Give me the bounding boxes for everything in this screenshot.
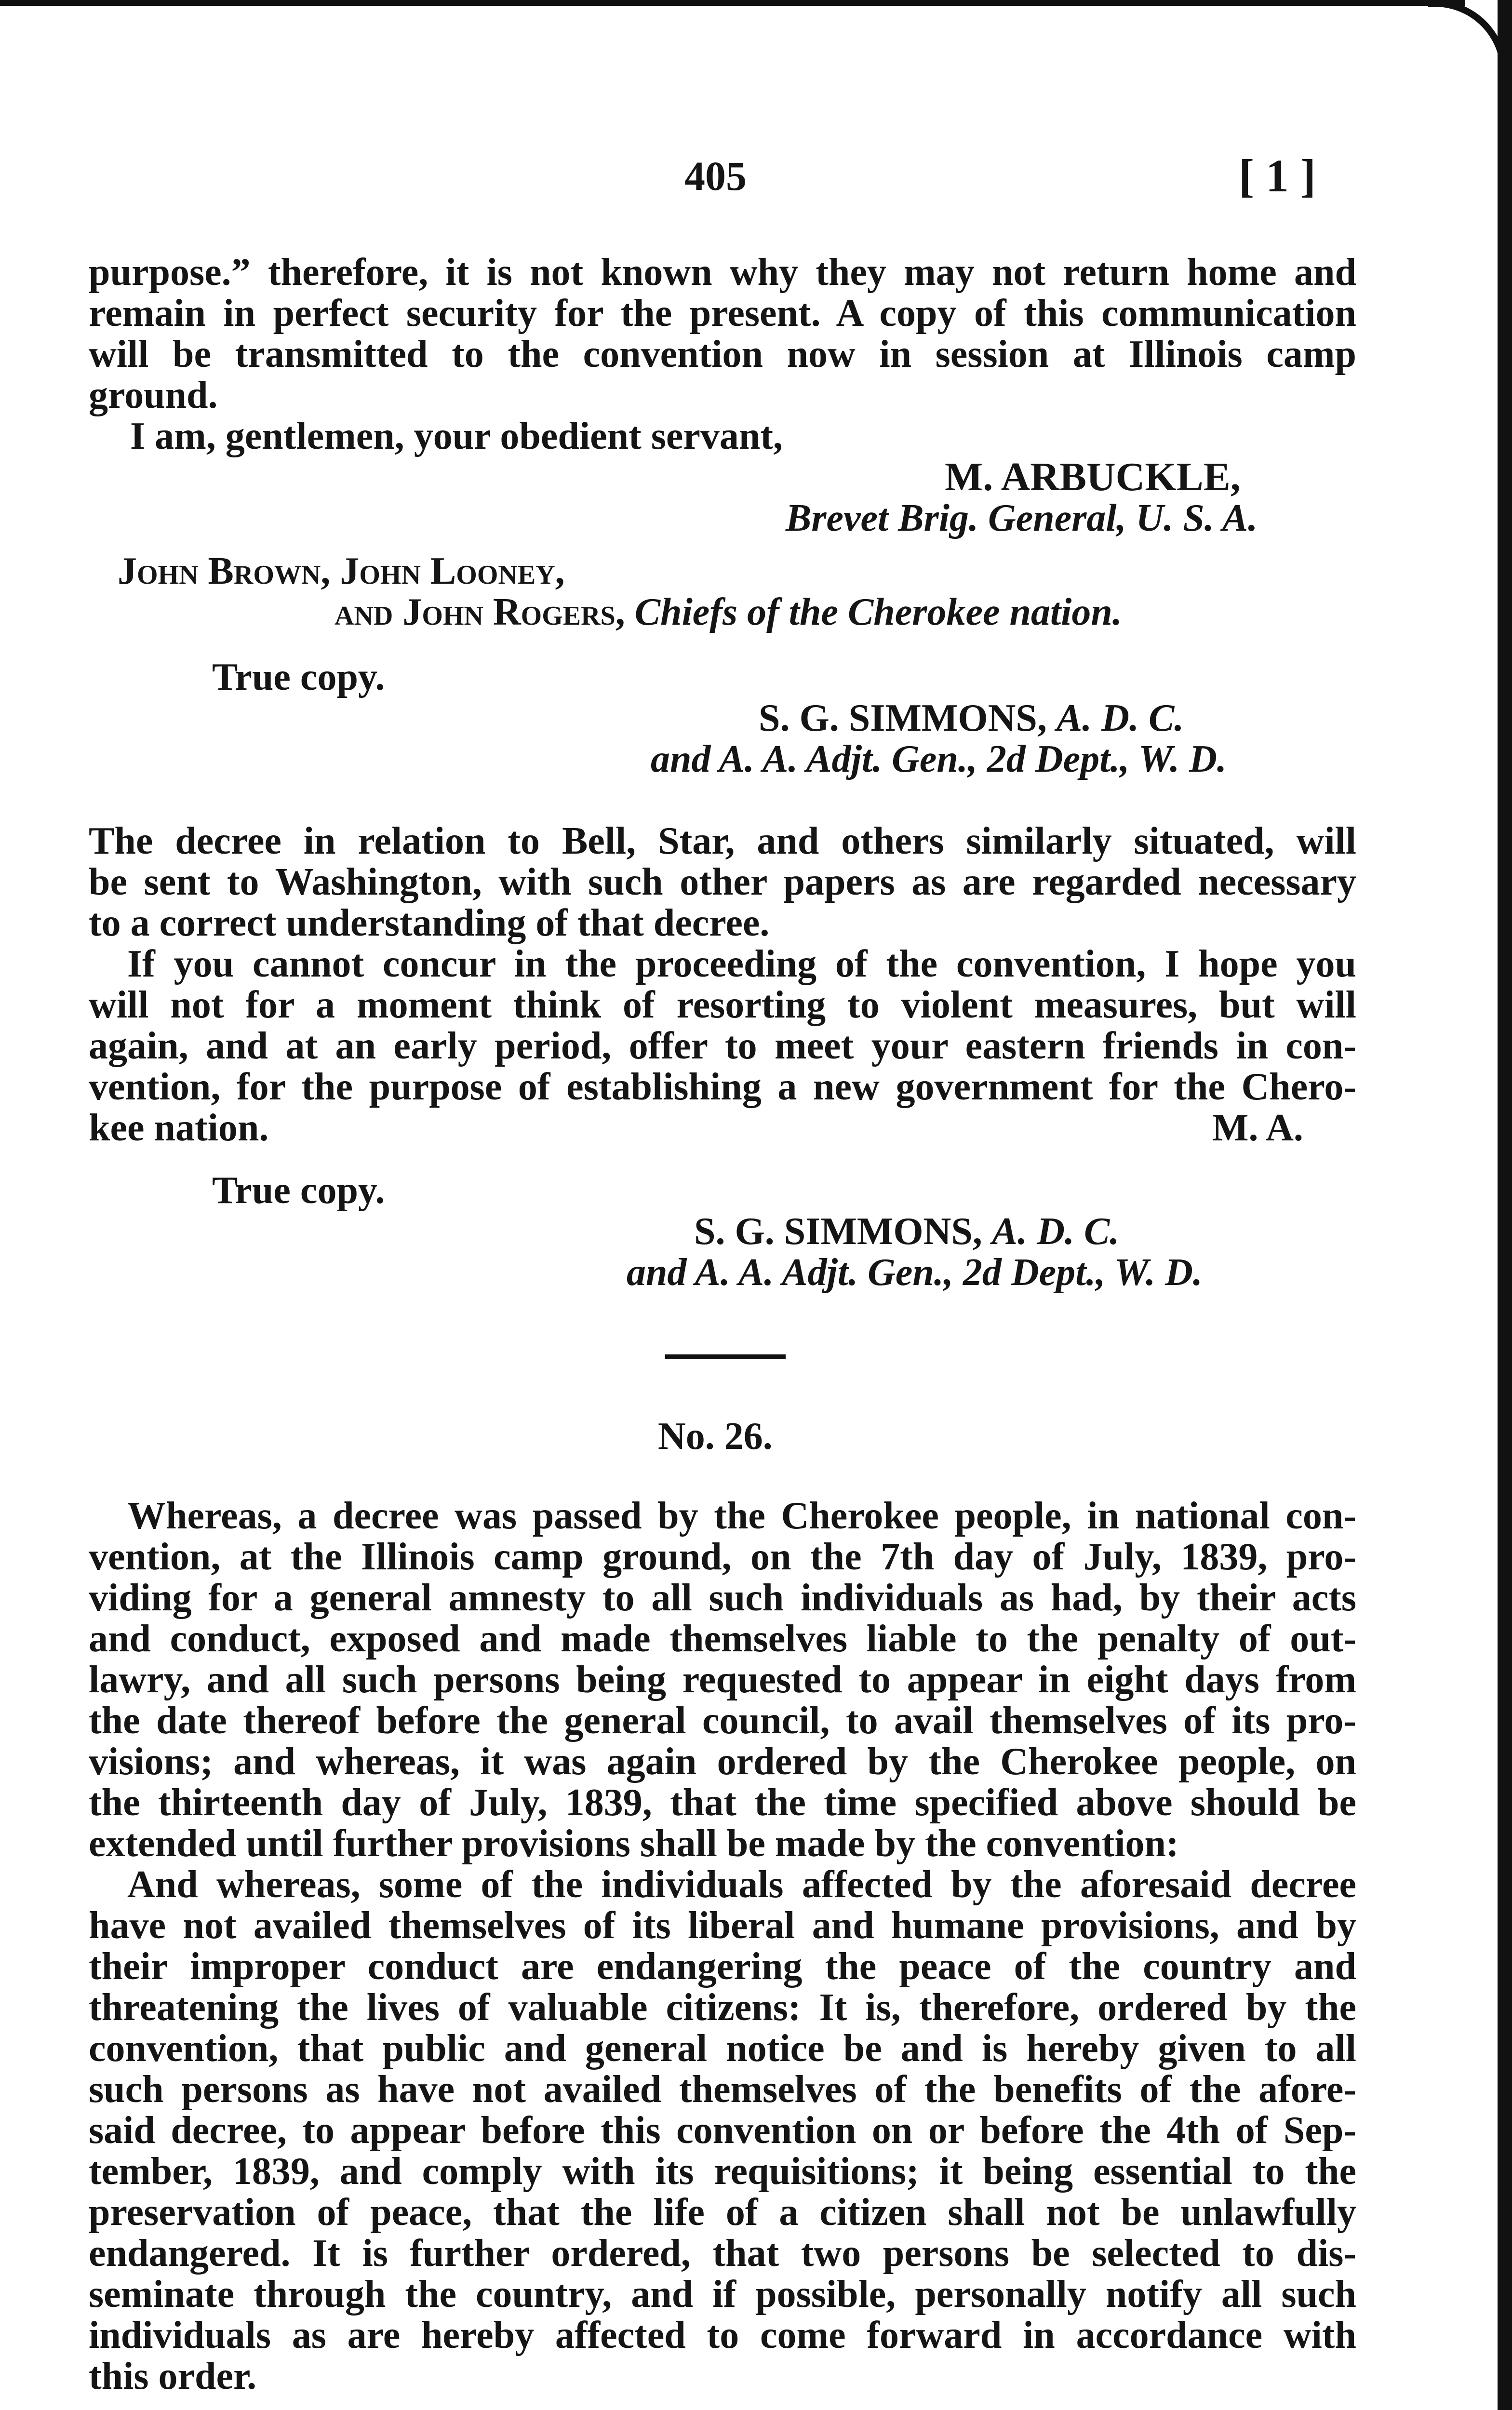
signer-name: M. ARBUCKLE,: [945, 455, 1241, 499]
page-edge-right: [1498, 0, 1512, 2410]
note-p1-line-2: be sent to Washington, with such other papers as are regarded necessary: [89, 861, 1356, 903]
decree-p1-line-8: the thirteenth day of July, 1839, that the time specified above should be: [89, 1781, 1356, 1824]
decree-p1-line-9: extended until further provisions shall be made by the convention:: [89, 1822, 1179, 1865]
copy-signer-2-name: S. G. SIMMONS,: [694, 1210, 982, 1253]
copy-signer-2-title: and A. A. Adjt. Gen., 2d Dept., W. D.: [627, 1251, 1203, 1294]
true-copy-2: True copy.: [212, 1169, 385, 1212]
note-initials: M. A.: [1212, 1107, 1303, 1149]
decree-p2-line-13: this order.: [89, 2355, 257, 2397]
addressees-role: Chiefs of the Cherokee nation.: [634, 591, 1122, 633]
note-p2-line-4: vention, for the purpose of establishing a new government for the Chero-: [89, 1066, 1356, 1108]
letter-line-4: ground.: [89, 374, 218, 416]
section-separator-rule: [665, 1354, 786, 1359]
copy-signer-1-abbr: A. D. C.: [1056, 697, 1184, 739]
letter-line-2: remain in perfect security for the present. A copy of this communication: [89, 292, 1356, 335]
note-p1-line-3: to a correct understanding of that decree.: [89, 902, 770, 944]
decree-p2-line-5: convention, that public and general notice be and is hereby given to all: [89, 2027, 1356, 2070]
note-p2-line-5: kee nation.: [89, 1107, 269, 1149]
decree-p1-line-2: vention, at the Illinois camp ground, on the 7th day of July, 1839, pro-: [89, 1536, 1356, 1578]
page-edge-top: [0, 0, 1465, 6]
document-number: [ 1 ]: [1239, 150, 1316, 201]
addressees-line-2-prefix: and John Rogers,: [335, 591, 625, 633]
letter-line-3: will be transmitted to the convention now in session at Illinois camp: [89, 333, 1356, 375]
note-p2-line-1: If you cannot concur in the proceeding of the convention, I hope you: [127, 943, 1356, 985]
decree-p1-line-7: visions; and whereas, it was again ordered by the Cherokee people, on: [89, 1741, 1356, 1783]
true-copy-1: True copy.: [212, 656, 385, 698]
decree-p2-line-9: preservation of peace, that the life of a citizen shall not be unlawfully: [89, 2191, 1356, 2234]
page-number: 405: [684, 153, 747, 199]
copy-signer-1-name: S. G. SIMMONS,: [759, 697, 1047, 739]
decree-p2-line-2: have not availed themselves of its liberal and humane provisions, and by: [89, 1904, 1356, 1947]
note-p2-line-3: again, and at an early period, offer to meet your eastern friends in con-: [89, 1025, 1356, 1067]
decree-p2-line-10: endangered. It is further ordered, that two persons be selected to dis-: [89, 2232, 1356, 2275]
decree-p1-line-5: lawry, and all such persons being requested to appear in eight days from: [89, 1659, 1356, 1701]
addressees-line-2: [335, 590, 1122, 634]
decree-p2-line-8: tember, 1839, and comply with its requisitions; it being essential to the: [89, 2150, 1356, 2193]
decree-p1-line-3: viding for a general amnesty to all such individuals as had, by their acts: [89, 1577, 1356, 1619]
decree-p2-line-3: their improper conduct are endangering the peace of the country and: [89, 1945, 1356, 1988]
note-p2-line-2: will not for a moment think of resorting to violent measures, but will: [89, 984, 1356, 1026]
section-number: No. 26.: [658, 1415, 773, 1458]
decree-p2-line-7: said decree, to appear before this convention on or before the 4th of Sep-: [89, 2109, 1356, 2152]
copy-signer-1: [759, 696, 1184, 740]
copy-signer-2: [694, 1210, 1119, 1253]
copy-signer-2-abbr: A. D. C.: [991, 1210, 1120, 1253]
addressees-line-1: John Brown, John Looney,: [118, 550, 565, 592]
decree-p1-line-4: and conduct, exposed and made themselves liable to the penalty of out-: [89, 1618, 1356, 1660]
decree-p2-line-4: threatening the lives of valuable citizens: It is, therefore, ordered by the: [89, 1986, 1356, 2029]
signer-title: Brevet Brig. General, U. S. A.: [786, 497, 1258, 539]
decree-p2-line-12: individuals as are hereby affected to come forward in accordance with: [89, 2314, 1356, 2356]
decree-p2-line-1: And whereas, some of the individuals affected by the aforesaid decree: [127, 1863, 1356, 1906]
page-corner-curl: [1428, 0, 1507, 79]
decree-p1-line-1: Whereas, a decree was passed by the Cherokee people, in national con-: [127, 1495, 1356, 1537]
note-p1-line-1: The decree in relation to Bell, Star, and others similarly situated, will: [89, 820, 1356, 862]
letter-closing: I am, gentlemen, your obedient servant,: [130, 415, 783, 457]
copy-signer-1-title: and A. A. Adjt. Gen., 2d Dept., W. D.: [651, 738, 1227, 780]
letter-line-1: purpose.” therefore, it is not known why they may not return home and: [89, 251, 1356, 294]
decree-p2-line-6: such persons as have not availed themselves of the benefits of the afore-: [89, 2068, 1356, 2111]
decree-p1-line-6: the date thereof before the general council, to avail themselves of its pro-: [89, 1700, 1356, 1742]
decree-p2-line-11: seminate through the country, and if possible, personally notify all such: [89, 2273, 1356, 2316]
